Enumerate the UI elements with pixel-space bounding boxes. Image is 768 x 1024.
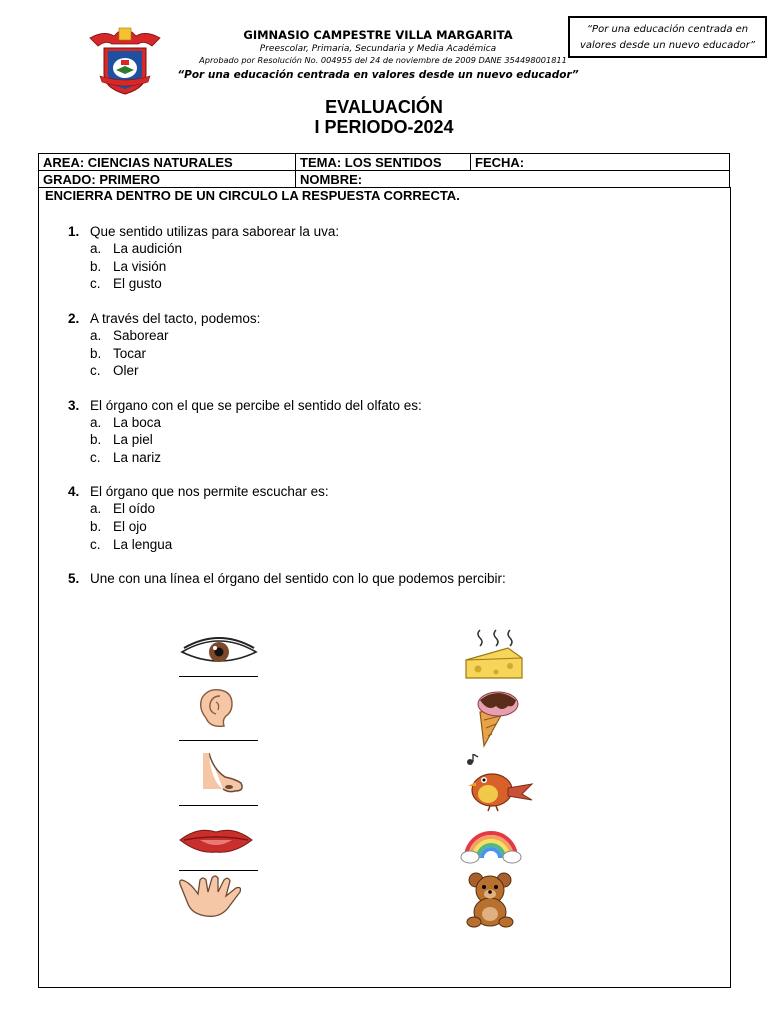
question-number: 2. — [68, 311, 80, 326]
motto-box — [568, 16, 767, 58]
period-title: I PERIODO-2024 — [314, 117, 454, 137]
ice-cream-cone-icon[interactable] — [470, 690, 522, 748]
option-3b[interactable] — [90, 432, 153, 447]
option-2a[interactable] — [90, 328, 169, 343]
option-1b[interactable] — [90, 259, 166, 274]
teddy-bear-icon[interactable] — [462, 872, 518, 928]
school-levels: Preescolar, Primaria, Secundaria y Media Académica — [259, 44, 497, 54]
question-text: Une con una línea el órgano del sentido con lo que podemos percibir: — [90, 571, 506, 586]
smelly-cheese-icon[interactable] — [464, 628, 524, 682]
option-text: La audición — [113, 241, 183, 256]
hand-icon[interactable] — [178, 874, 252, 920]
option-letter: c. — [90, 450, 101, 465]
option-text: La nariz — [113, 450, 162, 465]
option-1a[interactable] — [90, 241, 182, 256]
option-2c[interactable] — [90, 363, 139, 378]
question-number: 1. — [68, 224, 80, 239]
school-crest-icon — [86, 26, 164, 96]
option-text: La boca — [113, 415, 162, 430]
question-text: El órgano con el que se percibe el sentido del olfato es: — [90, 398, 422, 413]
info-table — [38, 153, 730, 188]
grado-cell: GRADO: PRIMERO — [39, 171, 296, 188]
answer-line[interactable] — [179, 740, 258, 741]
nombre-cell[interactable]: NOMBRE: — [296, 171, 730, 188]
motto-box-line2: valores desde un nuevo educador” — [579, 39, 756, 51]
option-text: Tocar — [113, 346, 147, 361]
fecha-cell[interactable]: FECHA: — [471, 154, 730, 171]
question-number: 5. — [68, 571, 80, 586]
option-letter: b. — [90, 346, 102, 361]
option-4c[interactable] — [90, 537, 172, 552]
option-text: Saborear — [113, 328, 169, 343]
option-text: La visión — [113, 259, 167, 274]
rainbow-icon[interactable] — [460, 824, 522, 864]
option-text: El gusto — [113, 276, 162, 291]
option-text: Oler — [113, 363, 139, 378]
eye-icon[interactable] — [180, 636, 258, 668]
option-2b[interactable] — [90, 346, 146, 361]
area-cell: AREA: CIENCIAS NATURALES — [39, 154, 296, 171]
option-text: El ojo — [113, 519, 147, 534]
option-4a[interactable] — [90, 501, 155, 516]
answer-line[interactable] — [179, 870, 258, 871]
school-motto: “Por una educación centrada en valores desde un nuevo educador” — [177, 69, 579, 81]
option-text: La lengua — [113, 537, 173, 552]
option-letter: b. — [90, 519, 102, 534]
nose-icon[interactable] — [201, 751, 247, 795]
question-4 — [68, 484, 329, 499]
ear-icon[interactable] — [194, 686, 238, 730]
option-4b[interactable] — [90, 519, 147, 534]
question-text: El órgano que nos permite escuchar es: — [90, 484, 329, 499]
option-text: La piel — [113, 432, 153, 447]
motto-box-line1: “Por una educación centrada en — [586, 24, 749, 35]
questions-frame — [38, 187, 731, 988]
option-1c[interactable] — [90, 276, 162, 291]
question-number: 4. — [68, 484, 80, 499]
question-2 — [68, 311, 260, 326]
option-letter: c. — [90, 276, 101, 291]
option-3c[interactable] — [90, 450, 161, 465]
option-letter: c. — [90, 537, 101, 552]
option-letter: a. — [90, 241, 102, 256]
question-5 — [68, 571, 506, 586]
answer-line[interactable] — [179, 805, 258, 806]
question-text: A través del tacto, podemos: — [90, 311, 261, 326]
question-3 — [68, 398, 422, 413]
question-text: Que sentido utilizas para saborear la uva: — [90, 224, 340, 239]
instruction: ENCIERRA DENTRO DE UN CIRCULO LA RESPUESTA CORRECTA. — [45, 188, 460, 203]
question-1 — [68, 224, 339, 239]
answer-line[interactable] — [179, 676, 258, 677]
option-letter: b. — [90, 432, 102, 447]
school-name: GIMNASIO CAMPESTRE VILLA MARGARITA — [243, 28, 513, 42]
option-letter: a. — [90, 328, 102, 343]
option-letter: b. — [90, 259, 102, 274]
page-title: EVALUACIÓN — [325, 97, 443, 117]
option-letter: c. — [90, 363, 101, 378]
option-3a[interactable] — [90, 415, 161, 430]
option-letter: a. — [90, 501, 102, 516]
tema-cell: TEMA: LOS SENTIDOS — [296, 154, 471, 171]
question-number: 3. — [68, 398, 80, 413]
school-approval: Aprobado por Resolución No. 004955 del 24 de noviembre de 2009 DANE 354498001811 — [199, 55, 567, 65]
mouth-icon[interactable] — [178, 824, 254, 856]
singing-bird-icon[interactable] — [460, 754, 536, 812]
option-text: El oído — [113, 501, 156, 516]
option-letter: a. — [90, 415, 102, 430]
